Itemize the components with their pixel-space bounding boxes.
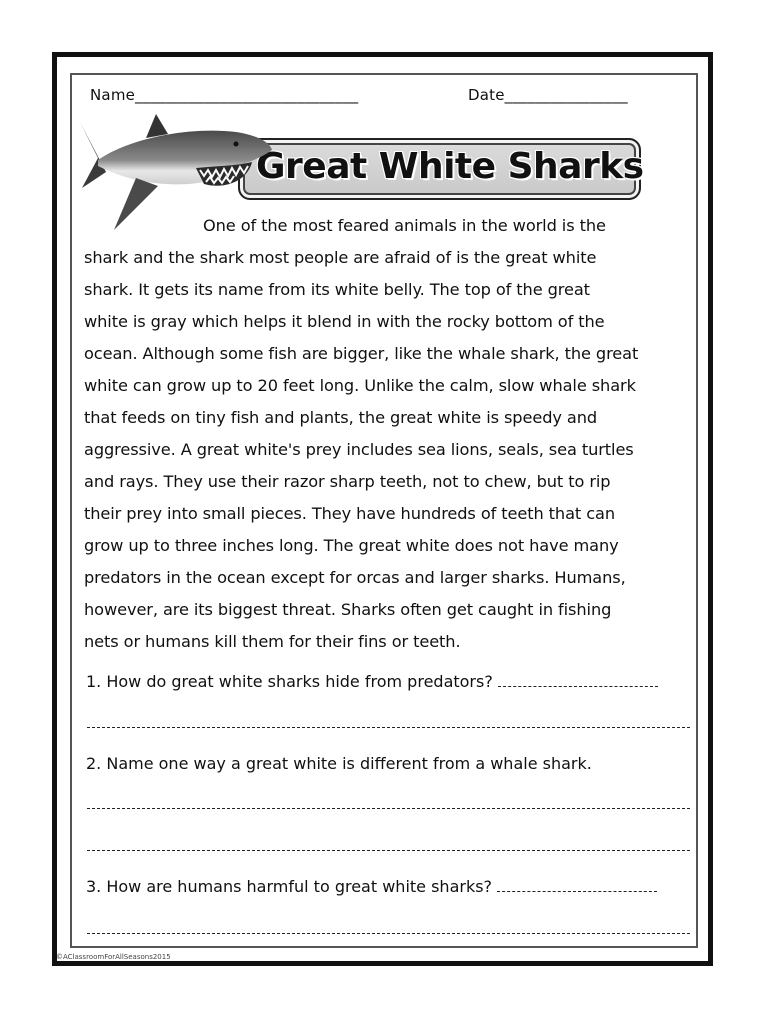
- question-1-text: 1. How do great white sharks hide from predators?: [86, 672, 493, 691]
- question-1: [86, 672, 658, 691]
- question-3-text: 3. How are humans harmful to great white sharks?: [86, 877, 493, 896]
- question-3-answer-line[interactable]: [87, 933, 690, 934]
- passage-line: their prey into small pieces. They have hundreds of teeth that can: [84, 504, 615, 523]
- passage-line: white is gray which helps it blend in with the rocky bottom of the: [84, 312, 605, 331]
- passage-line: One of the most feared animals in the world is the: [203, 216, 606, 235]
- passage-line: aggressive. A great white's prey includes sea lions, seals, sea turtles: [84, 440, 634, 459]
- question-2: [86, 754, 592, 773]
- passage-line: predators in the ocean except for orcas and larger sharks. Humans,: [84, 568, 626, 587]
- passage-line: shark. It gets its name from its white belly. The top of the great: [84, 280, 590, 299]
- name-field[interactable]: Name_____________________________: [90, 86, 359, 104]
- passage-line: that feeds on tiny fish and plants, the great white is speedy and: [84, 408, 598, 427]
- question-3-answer-blank[interactable]: [497, 879, 657, 892]
- question-3: [86, 877, 657, 896]
- question-2-answer-line-1[interactable]: [87, 808, 690, 809]
- question-1-answer-blank[interactable]: [498, 674, 658, 687]
- passage-line: however, are its biggest threat. Sharks often get caught in fishing: [84, 600, 612, 619]
- copyright-notice: ©AClassroomForAllSeasons2015: [56, 953, 171, 961]
- passage-line: and rays. They use their razor sharp teeth, not to chew, but to rip: [84, 472, 611, 491]
- reading-passage: [84, 210, 694, 658]
- question-1-answer-line[interactable]: [87, 727, 690, 728]
- passage-line: ocean. Although some fish are bigger, like the whale shark, the great: [84, 344, 639, 363]
- date-field[interactable]: Date________________: [468, 86, 628, 104]
- passage-line: nets or humans kill them for their fins or teeth.: [84, 632, 461, 651]
- passage-line: white can grow up to 20 feet long. Unlike the calm, slow whale shark: [84, 376, 636, 395]
- question-2-text: 2. Name one way a great white is different from a whale shark.: [86, 754, 592, 773]
- passage-line: shark and the shark most people are afraid of is the great white: [84, 248, 597, 267]
- question-2-answer-line-2[interactable]: [87, 850, 690, 851]
- passage-line: grow up to three inches long. The great white does not have many: [84, 536, 619, 555]
- worksheet-title: Great White Sharks: [256, 146, 644, 187]
